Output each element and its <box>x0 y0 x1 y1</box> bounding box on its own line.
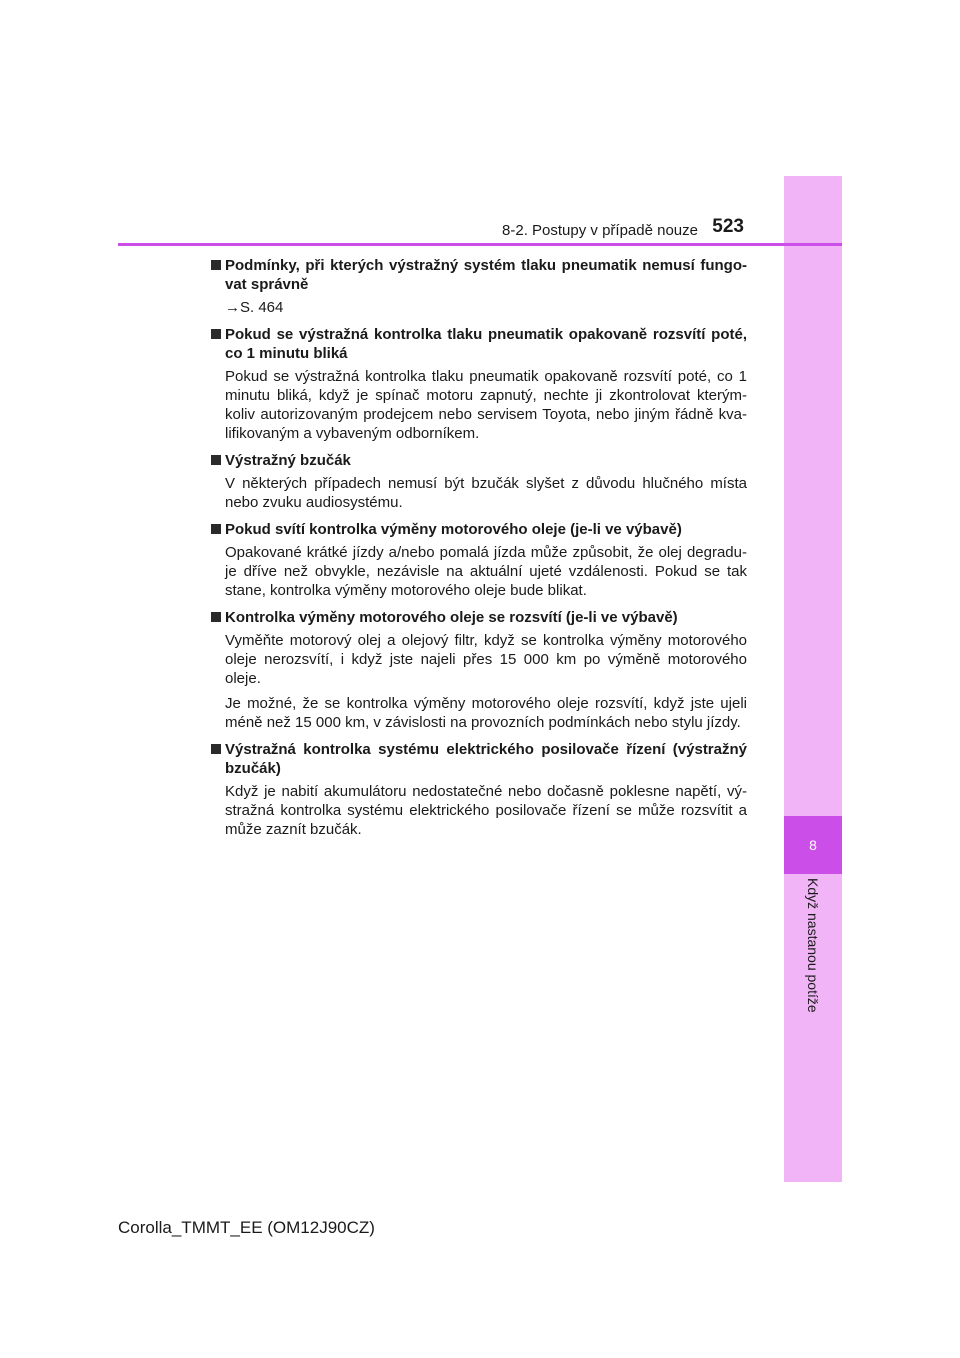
section-item-paragraph: Pokud se výstražná kontrolka tlaku pneumatik opakovaně rozsvítí poté, co 1 minutu bliká, když je spínač motoru zapnutý, nechte ji zkontrolovat kterým-koliv autorizovaným prodejcem nebo servisem Toyota, nebo jiným řádně kva-lifikovaným a vybaveným odborníkem. <box>225 368 747 442</box>
section-item <box>211 256 747 317</box>
square-bullet-icon <box>211 612 221 622</box>
section-item-title-text: Podmínky, při kterých výstražný systém tlaku pneumatik nemusí fungo-vat správně <box>225 257 747 293</box>
header-rule <box>118 243 842 246</box>
section-item-title <box>211 740 747 778</box>
section-item-title-text: Výstražný bzučák <box>225 452 351 469</box>
square-bullet-icon <box>211 260 221 270</box>
page-content <box>211 256 747 847</box>
section-item <box>211 451 747 512</box>
section-item <box>211 740 747 839</box>
section-item-title-text: Pokud se výstražná kontrolka tlaku pneumatik opakovaně rozsvítí poté, co 1 minutu bliká <box>225 326 747 362</box>
section-item-paragraph: Když je nabití akumulátoru nedostatečné nebo dočasně poklesne napětí, vý-stražná kontrolka systému elektrického posilovače řízení se může rozsvítit a může zaznít bzučák. <box>225 783 747 838</box>
section-item-paragraph: V některých případech nemusí být bzučák slyšet z důvodu hlučného místa nebo zvuku audiosystému. <box>225 475 747 511</box>
section-item-title-text: Kontrolka výměny motorového oleje se rozsvítí (je-li ve výbavě) <box>225 609 678 626</box>
section-item-title-text: Výstražná kontrolka systému elektrického posilovače řízení (výstražný bzučák) <box>225 741 747 777</box>
section-item-title <box>211 451 747 470</box>
chapter-title: Když nastanou potíže <box>805 878 821 1013</box>
section-item-paragraph: →S. 464 <box>225 299 284 316</box>
side-tab <box>784 176 842 1182</box>
section-item-title-text: Pokud svítí kontrolka výměny motorového oleje (je-li ve výbavě) <box>225 521 682 538</box>
section-item-paragraph: Je možné, že se kontrolka výměny motorového oleje rozsvítí, když jste ujeli méně než 15 000 km, v závislosti na provozních podmínkách nebo stylu jízdy. <box>225 695 747 731</box>
page-number: 523 <box>712 216 744 237</box>
section-item <box>211 325 747 443</box>
section-item <box>211 608 747 732</box>
chapter-number-badge: 8 <box>784 816 842 874</box>
section-item-paragraph: Opakované krátké jízdy a/nebo pomalá jízda může způsobit, že olej degradu-je dříve než obvykle, nezávisle na aktuální ujeté vzdálenosti. Pokud se tak stane, kontrolka výměny motorového oleje bude blikat. <box>225 544 747 599</box>
square-bullet-icon <box>211 744 221 754</box>
square-bullet-icon <box>211 455 221 465</box>
footer-doc-id: Corolla_TMMT_EE (OM12J90CZ) <box>118 1218 375 1237</box>
section-header: 8-2. Postupy v případě nouze <box>502 222 698 239</box>
section-item-title <box>211 608 747 627</box>
section-item-title <box>211 520 747 539</box>
square-bullet-icon <box>211 329 221 339</box>
section-item-title <box>211 325 747 363</box>
section-item-paragraph: Vyměňte motorový olej a olejový filtr, když se kontrolka výměny motorového oleje nerozsvítí, i když jste najeli přes 15 000 km po výměně motorového oleje. <box>225 632 747 687</box>
section-item-title <box>211 256 747 294</box>
square-bullet-icon <box>211 524 221 534</box>
section-item <box>211 520 747 600</box>
